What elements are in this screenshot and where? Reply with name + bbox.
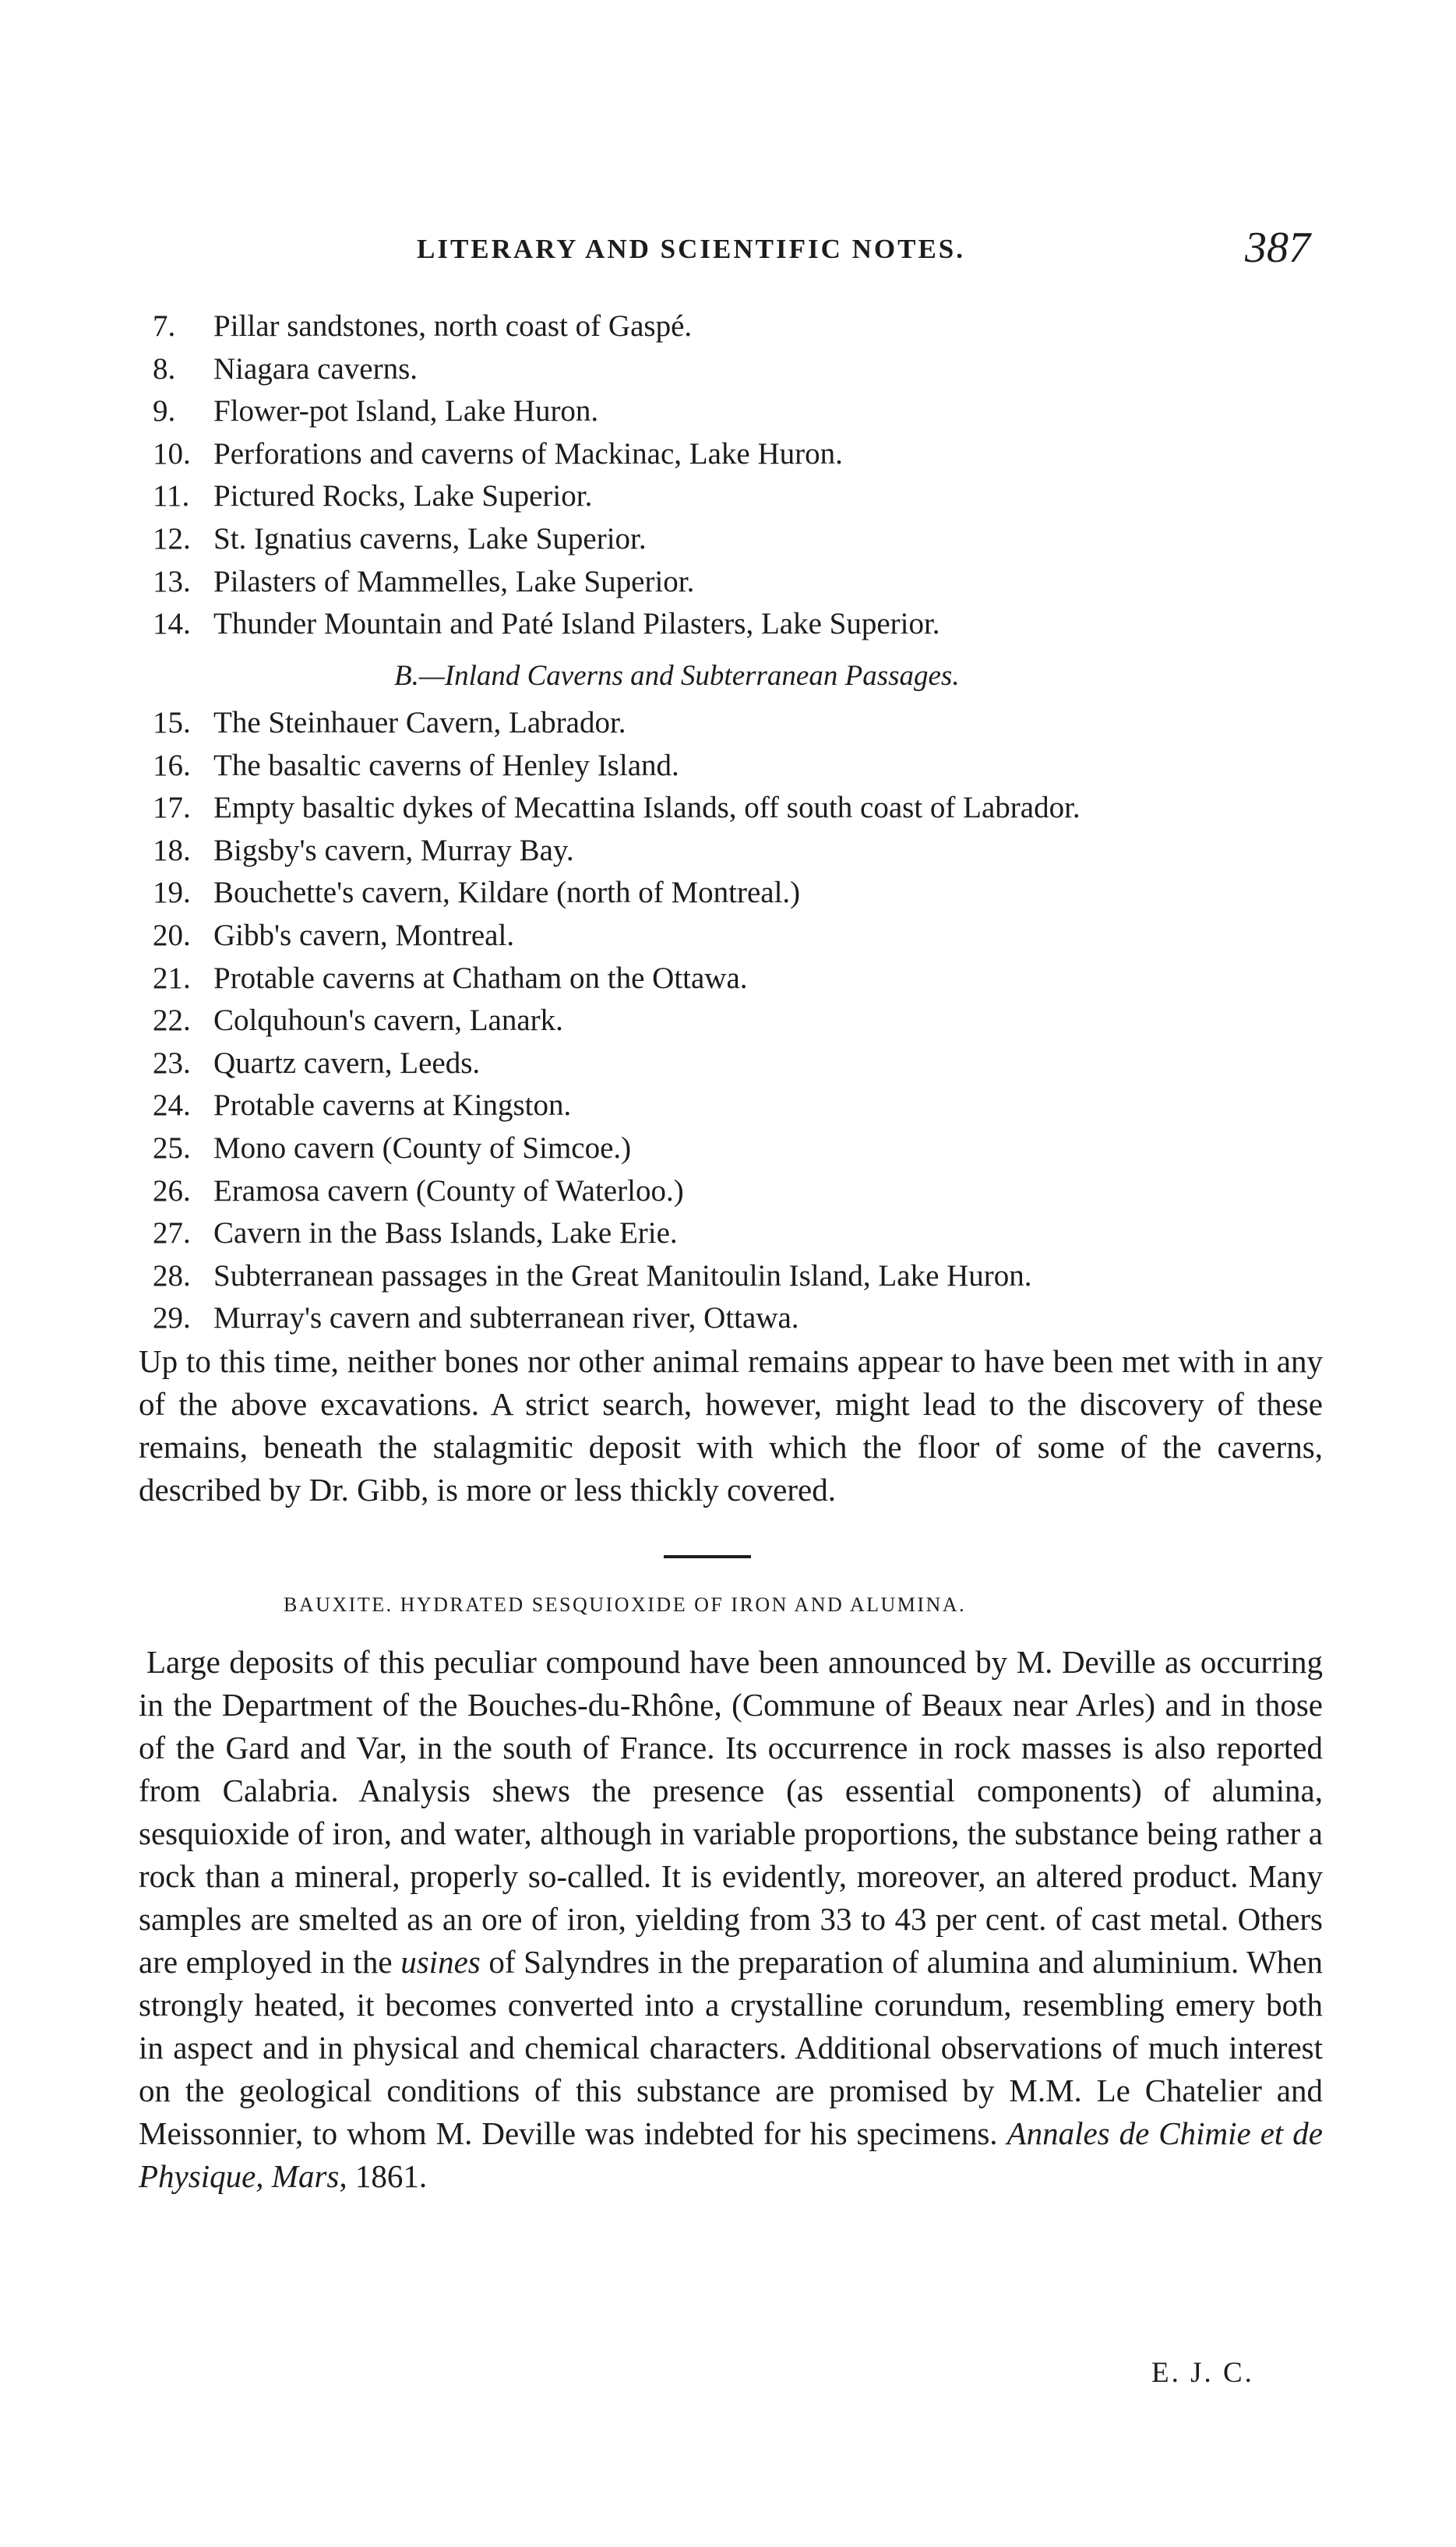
bauxite-text-part2: of Salyndres in the preparation of alumina and aluminium. When strongly heated, it becomes converted into a crystalline corundum, resembling emery both in aspect and in physical and chemical characters. Additional observations of much interest on the geological conditions of this substance are promised by M.M. Le Chatelier and Meissonnier, to whom M. Deville was indebted for his specimens. bbox=[139, 1944, 1323, 2151]
list-item-number: 28. bbox=[153, 1258, 191, 1293]
list-item-number: 26. bbox=[153, 1173, 191, 1208]
list-item bbox=[153, 561, 1337, 604]
list-item bbox=[153, 475, 1337, 518]
cavern-list-part-a bbox=[153, 305, 1337, 646]
list-item-text: Cavern in the Bass Islands, Lake Erie. bbox=[213, 1216, 678, 1251]
list-item-number: 19. bbox=[153, 876, 191, 910]
list-item bbox=[153, 702, 1337, 745]
list-item-text: Colquhoun's cavern, Lanark. bbox=[213, 1004, 563, 1038]
list-item bbox=[153, 872, 1337, 915]
list-item-number: 12. bbox=[153, 521, 191, 556]
list-item-text: Mono cavern (County of Simcoe.) bbox=[213, 1131, 632, 1165]
list-item-number: 20. bbox=[153, 918, 191, 952]
list-item-number: 16. bbox=[153, 748, 191, 782]
list-item bbox=[153, 1000, 1337, 1042]
list-item bbox=[153, 745, 1337, 788]
list-item-text: Pilasters of Mammelles, Lake Superior. bbox=[213, 564, 695, 598]
list-item-text: Protable caverns at Chatham on the Ottawa. bbox=[213, 961, 748, 995]
list-item-number: 23. bbox=[153, 1046, 191, 1080]
cavern-list-part-b bbox=[153, 702, 1337, 1340]
bauxite-citation-year: 1861. bbox=[347, 2158, 428, 2194]
list-item bbox=[153, 518, 1337, 561]
list-item bbox=[153, 433, 1337, 476]
list-item-number: 17. bbox=[153, 791, 191, 825]
bauxite-paragraph bbox=[139, 1641, 1323, 2198]
list-item-text: Protable caverns at Kingston. bbox=[213, 1088, 572, 1123]
list-item bbox=[153, 1297, 1337, 1340]
list-item bbox=[153, 1170, 1337, 1213]
page-number: 387 bbox=[1245, 224, 1310, 272]
list-item-number: 15. bbox=[153, 706, 191, 739]
list-item-text: The Steinhauer Cavern, Labrador. bbox=[213, 706, 626, 739]
list-item-text: Niagara caverns. bbox=[213, 351, 418, 386]
list-item-text: Flower-pot Island, Lake Huron. bbox=[213, 394, 599, 429]
list-item-number: 21. bbox=[153, 961, 191, 995]
section-divider bbox=[664, 1555, 751, 1558]
list-item bbox=[153, 787, 1337, 830]
list-item-text: Murray's cavern and subterranean river, Ottawa. bbox=[213, 1301, 799, 1335]
list-item bbox=[153, 1042, 1337, 1085]
list-item bbox=[153, 390, 1337, 433]
list-item-number: 24. bbox=[153, 1088, 191, 1123]
list-item bbox=[153, 305, 1337, 348]
list-item bbox=[153, 1255, 1337, 1298]
list-item bbox=[153, 1085, 1337, 1127]
list-item-number: 22. bbox=[153, 1004, 191, 1038]
list-item-number: 11. bbox=[153, 479, 190, 513]
list-item-number: 13. bbox=[153, 564, 191, 598]
list-item bbox=[153, 1212, 1337, 1255]
section-heading: BAUXITE. HYDRATED SESQUIOXIDE OF IRON AND ALUMINA. bbox=[284, 1593, 967, 1616]
list-item-text: Perforations and caverns of Mackinac, Lake Huron. bbox=[213, 436, 843, 471]
list-item bbox=[153, 958, 1337, 1000]
list-item-text: The basaltic caverns of Henley Island. bbox=[213, 748, 679, 782]
list-item-text: Quartz cavern, Leeds. bbox=[213, 1046, 481, 1080]
list-item bbox=[153, 1127, 1337, 1170]
list-item-text: Eramosa cavern (County of Waterloo.) bbox=[213, 1173, 684, 1208]
closing-paragraph: Up to this time, neither bones nor other animal remains appear to have been met with in any of the above excavations. A strict search, however, might lead to the discovery of these remains, beneath the stalagmitic deposit with which the floor of some of the caverns, described by Dr. Gibb, is more or less thickly covered. bbox=[139, 1343, 1323, 1508]
list-item-number: 10. bbox=[153, 436, 191, 471]
list-item-text: Gibb's cavern, Montreal. bbox=[213, 918, 515, 952]
list-item-number: 14. bbox=[153, 607, 191, 641]
list-item-text: Bouchette's cavern, Kildare (north of Montreal.) bbox=[213, 876, 801, 910]
list-item-text: Pictured Rocks, Lake Superior. bbox=[213, 479, 593, 513]
running-title: LITERARY AND SCIENTIFIC NOTES. bbox=[417, 234, 966, 264]
list-item-text: Empty basaltic dykes of Mecattina Islands, off south coast of Labrador. bbox=[213, 791, 1081, 825]
list-item-text: St. Ignatius caverns, Lake Superior. bbox=[213, 521, 647, 556]
list-item-number: 8. bbox=[153, 351, 176, 386]
list-item bbox=[153, 830, 1337, 873]
list-item-text: Thunder Mountain and Paté Island Pilasters, Lake Superior. bbox=[213, 607, 940, 641]
list-item-number: 27. bbox=[153, 1216, 191, 1251]
list-item-text: Subterranean passages in the Great Manitoulin Island, Lake Huron. bbox=[213, 1258, 1032, 1293]
list-item-number: 29. bbox=[153, 1301, 191, 1335]
list-item-number: 9. bbox=[153, 394, 176, 429]
subheading-prefix: B.— bbox=[394, 660, 445, 692]
author-signature: E. J. C. bbox=[1151, 2357, 1254, 2389]
list-item-text: Pillar sandstones, north coast of Gaspé. bbox=[213, 309, 693, 343]
section-subheading bbox=[394, 659, 960, 693]
bauxite-italic-word: usines bbox=[400, 1944, 481, 1980]
list-item bbox=[153, 603, 1337, 646]
list-item-number: 7. bbox=[153, 309, 176, 343]
list-item-number: 18. bbox=[153, 833, 191, 867]
list-item-number: 25. bbox=[153, 1131, 191, 1165]
list-item-text: Bigsby's cavern, Murray Bay. bbox=[213, 833, 574, 867]
list-item bbox=[153, 348, 1337, 391]
bauxite-text-part1: Large deposits of this peculiar compound have been announced by M. Deville as occurring in the Department of the Bouches-du-Rhône, (Commune of Beaux near Arles) and in those of the Gard and Var, in the south of France. Its occurrence in rock masses is also reported from Calabria. Analysis shews the presence (as essential components) of alumina, sesquioxide of iron, and water, although in variable proportions, the substance being rather a rock than a mineral, properly so-called. It is evidently, moreover, an altered product. Many samples are smelted as an ore of iron, yielding from 33 to 43 per cent. of cast metal. Others are employed in the bbox=[139, 1644, 1323, 1980]
list-item bbox=[153, 915, 1337, 958]
bauxite-citation: Annales de Chimie et de Physique, Mars, bbox=[139, 2115, 1323, 2194]
subheading-title: Inland Caverns and Subterranean Passages. bbox=[444, 660, 960, 692]
